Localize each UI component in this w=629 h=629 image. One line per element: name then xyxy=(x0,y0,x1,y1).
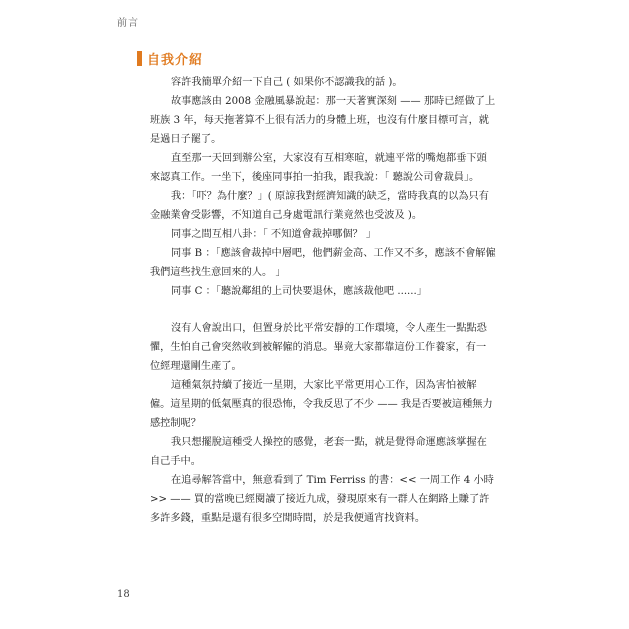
paragraph: 故事應該由 2008 金融風暴說起：那一天著實深刻 —— 那時已經做了上班族 3 年，每天拖著算不上很有活力的身體上班，也沒有什麼目標可言，就是過日子罷了。 xyxy=(150,96,496,145)
section-title: 自我介紹 xyxy=(147,53,204,68)
paragraph: 同事 B ：「應該會裁掉中層吧，他們薪金高、工作又不多，應該不會解僱我們這些找生意回來的人。 」 xyxy=(150,248,496,278)
page-number: 18 xyxy=(117,589,130,600)
paragraph: 容許我簡單介紹一下自己 ( 如果你不認識我的話 )。 xyxy=(171,77,403,88)
body-text xyxy=(150,73,496,528)
paragraph: 我：「吓？為什麼？」( 原諒我對經濟知識的缺乏，當時我真的以為只有金融業會受影響，不知道自己身處電訊行業竟然也受波及 )。 xyxy=(150,191,489,221)
paragraph: 沒有人會說出口，但置身於比平常安靜的工作環境，令人產生一點點恐懼，生怕自己會突然收到被解僱的消息。畢竟大家都靠這份工作養家，有一位經理還剛生產了。 xyxy=(150,323,487,372)
paragraph: 同事之間互相八卦：「 不知道會裁掉哪個？ 」 xyxy=(171,229,377,240)
paragraph: 同事 C ：「聽說鄰組的上司快要退休，應該裁他吧 ......」 xyxy=(171,286,427,297)
section-marker-bar xyxy=(137,51,142,66)
paragraph: 我只想擺脫這種受人操控的感覺，老套一點，就是覺得命運應該掌握在自己手中。 xyxy=(150,437,487,467)
section-heading xyxy=(137,49,203,68)
paragraph: 在追尋解答當中，無意看到了 Tim Ferriss 的書：<< 一周工作 4 小時 >> —— 買的當晚已經閱讀了接近九成，發現原來有一群人在網路上賺了許多許多錢，重點是還有很多空閒時間，於是我便通宵找資料。 xyxy=(150,475,494,524)
paragraph: 這種氣氛持續了接近一星期，大家比平常更用心工作，因為害怕被解僱。這星期的低氣壓真的很恐怖，令我反思了不少 —— 我是否要被這種無力感控制呢？ xyxy=(150,380,493,429)
paragraph-gap xyxy=(150,301,496,319)
paragraph: 直至那一天回到辦公室，大家沒有互相寒暄，就連平常的嘴炮都垂下頭來認真工作。一坐下，後座同事拍一拍我，跟我說：「 聽說公司會裁員」。 xyxy=(150,153,487,183)
running-header: 前言 xyxy=(117,18,139,29)
